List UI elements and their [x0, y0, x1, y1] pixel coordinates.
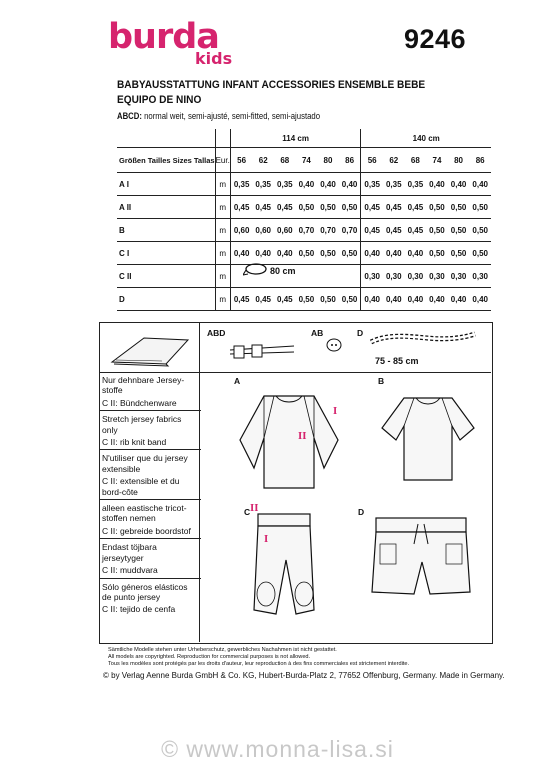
notion-label-d: D — [357, 328, 364, 338]
size-cell: 68 — [405, 148, 427, 173]
divider — [199, 322, 200, 642]
view-label-d: D — [358, 507, 365, 517]
pattern-number: 9246 — [404, 24, 467, 54]
pattern-titles — [117, 78, 425, 108]
fit-line — [117, 111, 320, 121]
size-cell: 56 — [230, 148, 252, 173]
size-cell: 56 — [361, 148, 383, 173]
rib-band-length: 80 cm — [270, 266, 296, 276]
size-cell: 86 — [339, 148, 361, 173]
size-cell: 74 — [426, 148, 448, 173]
size-cell: 62 — [252, 148, 274, 173]
fabric-recommendations: Nur dehnbare Jersey-stoffe C II: Bündchenware Stretch jersey fabrics only C II: rib knit band N'utiliser que du jersey extensible C II: extensible et du bord-côte alleen eastische tricot-stoffen nemen C II: gebreide boordstof Endast töjbara jerseytyger C II: muddvara Sólo géneros elásticos de punto jersey C II: tejido de cenfa — [102, 375, 198, 617]
table-row: C II m 0,30 0,30 0,30 0,30 0,30 0,30 — [117, 265, 491, 288]
view-c-pants-illustration — [244, 510, 322, 626]
band-140: 140 cm — [361, 129, 491, 148]
size-cell: 68 — [274, 148, 296, 173]
size-label: Größen Tailles Sizes Tallas — [117, 148, 215, 173]
view-d-shorts-illustration — [364, 514, 478, 600]
band-114: 114 cm — [230, 129, 361, 148]
size-cell: 80 — [448, 148, 470, 173]
divider — [200, 372, 491, 373]
size-cell: 62 — [383, 148, 405, 173]
piece-label-ii: II — [250, 504, 259, 514]
burda-logo: burda — [108, 17, 219, 57]
piece-label-ii: II — [298, 432, 307, 442]
fabric-swatch-icon — [110, 334, 190, 368]
copyright-line: © by Verlag Aenne Burda GmbH & Co. KG, Hubert-Burda-Platz 2, 77652 Offenburg, Germany. Made in Germany. — [103, 671, 505, 680]
piece-label-i: I — [264, 535, 269, 545]
table-row: B m 0,60 0,60 0,60 0,70 0,70 0,70 0,45 0,45 0,45 0,50 0,50 0,50 — [117, 219, 491, 242]
divider — [99, 372, 199, 373]
rib-band-icon — [243, 262, 269, 278]
cord-stoppers-icon — [228, 340, 298, 362]
view-a-top-illustration — [226, 388, 352, 496]
yardage-table — [117, 129, 491, 311]
notion-label-ab: AB — [311, 328, 324, 338]
title-line-1: BABYAUSSTATTUNG INFANT ACCESSORIES ENSEMBLE BEBE — [117, 79, 426, 91]
size-cell: 86 — [469, 148, 491, 173]
title-line-2: EQUIPO DE NINO — [117, 94, 202, 106]
drawcord-length: 75 - 85 cm — [375, 356, 419, 366]
table-row: D m 0,45 0,45 0,45 0,50 0,50 0,50 0,40 0,40 0,40 0,40 0,40 0,40 — [117, 288, 491, 311]
piece-label-i: I — [333, 407, 338, 417]
kids-logo: kids — [195, 49, 233, 68]
fit-prefix: ABCD: — [117, 111, 142, 121]
button-icon — [324, 337, 344, 353]
view-label-b: B — [378, 376, 385, 386]
drawcord-icon — [367, 328, 479, 354]
size-cell: 80 — [317, 148, 339, 173]
table-row: A I m 0,35 0,35 0,35 0,40 0,40 0,40 0,35 0,35 0,35 0,40 0,40 0,40 — [117, 173, 491, 196]
view-label-a: A — [234, 376, 241, 386]
eur-label: Eur. — [215, 148, 230, 173]
view-label-c: C — [244, 507, 251, 517]
view-b-top-illustration — [374, 392, 482, 488]
notion-label-abd: ABD — [207, 328, 226, 338]
table-row: A II m 0,45 0,45 0,45 0,50 0,50 0,50 0,45 0,45 0,45 0,50 0,50 0,50 — [117, 196, 491, 219]
watermark: © www.monna-lisa.si — [161, 736, 394, 762]
size-cell: 74 — [296, 148, 318, 173]
table-row: C I m 0,40 0,40 0,40 0,50 0,50 0,50 0,40 0,40 0,40 0,50 0,50 0,50 — [117, 242, 491, 265]
fit-text: normal weit, semi-ajusté, semi-fitted, semi-ajustado — [141, 111, 321, 121]
legal-notice: Sämtliche Modelle stehen unter Urheberschutz, gewerbliches Nachahmen ist nicht gestattet. All models are copyrighted. Reproduction for commercial purposes is not allowed. Tous les modèles sont protégés par les droits d'auteur, leur reproduction à des fins commerciales est strictement interdite. — [108, 647, 410, 667]
